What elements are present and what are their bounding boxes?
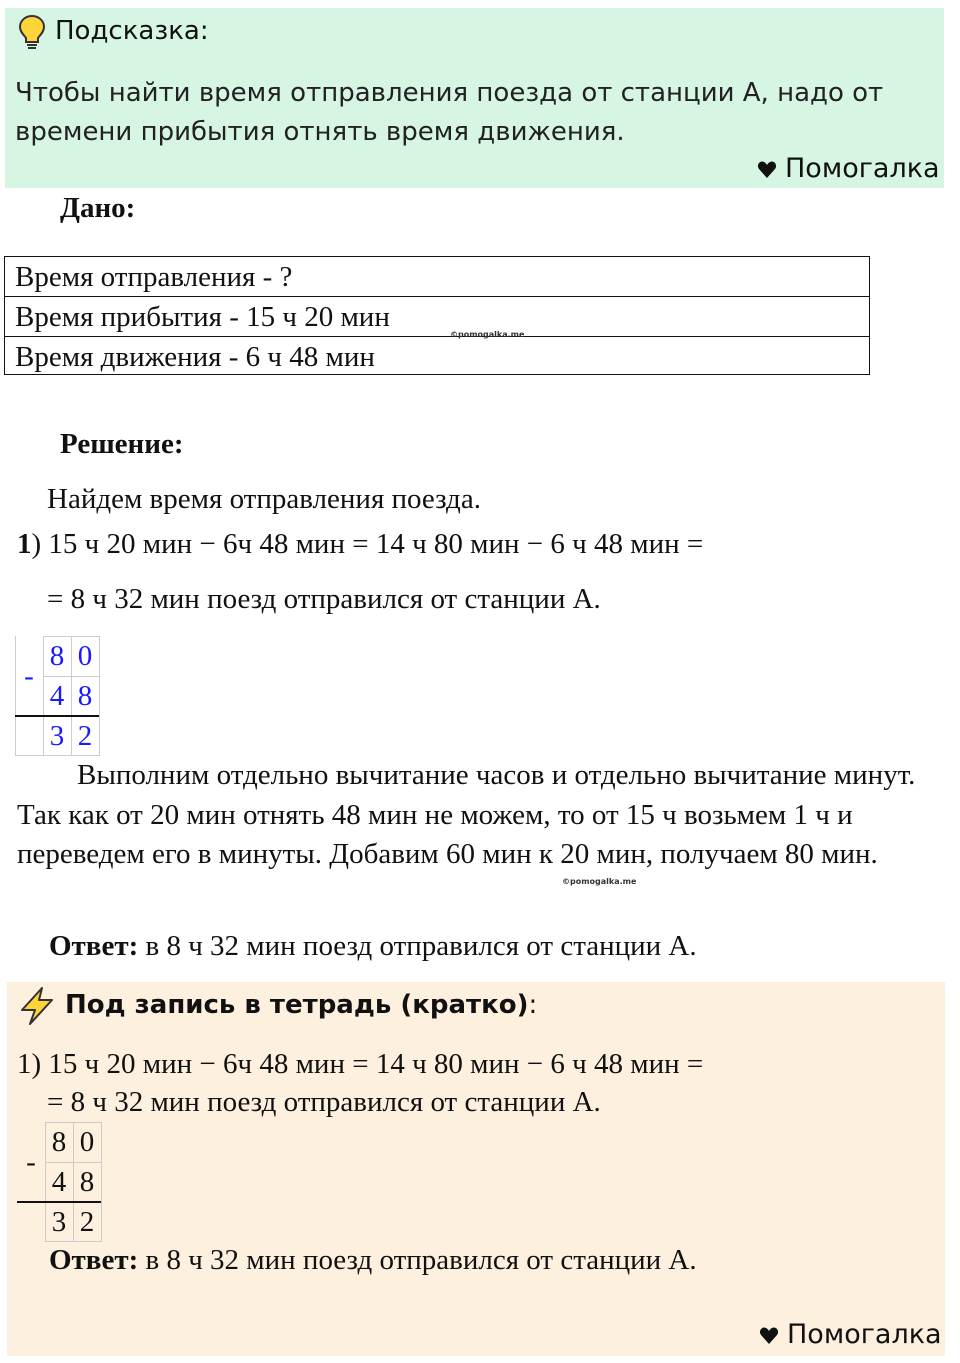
given-title: Дано: (60, 192, 136, 224)
digit: 8 (49, 640, 65, 672)
digit: 2 (79, 1206, 95, 1238)
brand-label (757, 153, 940, 184)
digit: 4 (51, 1166, 67, 1198)
minus-sign: - (24, 660, 34, 692)
digit: 8 (77, 680, 93, 712)
minus-sign: - (26, 1146, 36, 1178)
brand-label (759, 1319, 942, 1350)
notebook-title-colon: : (528, 990, 538, 1020)
digit: 8 (79, 1166, 95, 1198)
brand-text: Помогалка (787, 1319, 942, 1350)
watermark: ©pomogalka.me (562, 877, 637, 886)
answer-label: Ответ: (49, 930, 139, 962)
given-row: Время отправления - ? (5, 257, 869, 297)
explanation-text: Выполним отдельно вычитание часов и отдельно вычитание минут. Так как от 20 мин отнять 48 мин не можем, то от 15 ч возьмем 1 ч и переведем его в минуты. Добавим 60 мин к 20 мин, получаем 80 мин. (17, 759, 916, 870)
solution-title: Решение: (60, 428, 184, 460)
notebook-line-2: = 8 ч 32 мин поезд отправился от станции А. (47, 1086, 601, 1118)
column-subtraction (15, 636, 99, 756)
notebook-answer-line (49, 1244, 697, 1277)
notebook-line-1: 1) 15 ч 20 мин − 6ч 48 мин = 14 ч 80 мин − 6 ч 48 мин = (17, 1048, 704, 1080)
lightning-icon (18, 986, 56, 1026)
lightbulb-icon (18, 14, 46, 50)
digit: 0 (77, 640, 93, 672)
notebook-box (7, 982, 945, 1356)
given-table (4, 256, 870, 375)
solution-step-1-result: = 8 ч 32 мин поезд отправился от станции А. (47, 583, 601, 615)
answer-line (49, 930, 697, 963)
explanation-paragraph (17, 756, 927, 875)
answer-label: Ответ: (49, 1244, 139, 1276)
answer-text: в 8 ч 32 мин поезд отправился от станции А. (138, 1244, 697, 1276)
heart-icon (757, 160, 777, 180)
heart-icon (759, 1326, 779, 1346)
step-expression: ) 15 ч 20 мин − 6ч 48 мин = 14 ч 80 мин − 6 ч 48 мин = (31, 528, 704, 560)
digit: 8 (51, 1126, 67, 1158)
watermark: ©pomogalka.me (450, 330, 525, 339)
digit: 3 (51, 1206, 67, 1238)
given-row: Время прибытия - 15 ч 20 мин (5, 297, 869, 337)
digit: 4 (49, 680, 65, 712)
digit: 3 (49, 720, 65, 752)
solution-intro: Найдем время отправления поезда. (47, 483, 481, 515)
hint-title: Подсказка: (55, 16, 209, 46)
answer-text: в 8 ч 32 мин поезд отправился от станции А. (138, 930, 697, 962)
digit: 0 (79, 1126, 95, 1158)
digit: 2 (77, 720, 93, 752)
brand-text: Помогалка (785, 153, 940, 184)
column-subtraction (17, 1122, 101, 1242)
notebook-title (65, 990, 537, 1020)
solution-step-1 (17, 528, 703, 561)
step-number: 1 (17, 528, 32, 560)
hint-text: Чтобы найти время отправления поезда от станции А, надо от времени прибытия отнять время движения. (15, 78, 884, 147)
notebook-title-text: Под запись в тетрадь (кратко) (65, 990, 529, 1020)
given-row: Время движения - 6 ч 48 мин (15, 341, 375, 373)
